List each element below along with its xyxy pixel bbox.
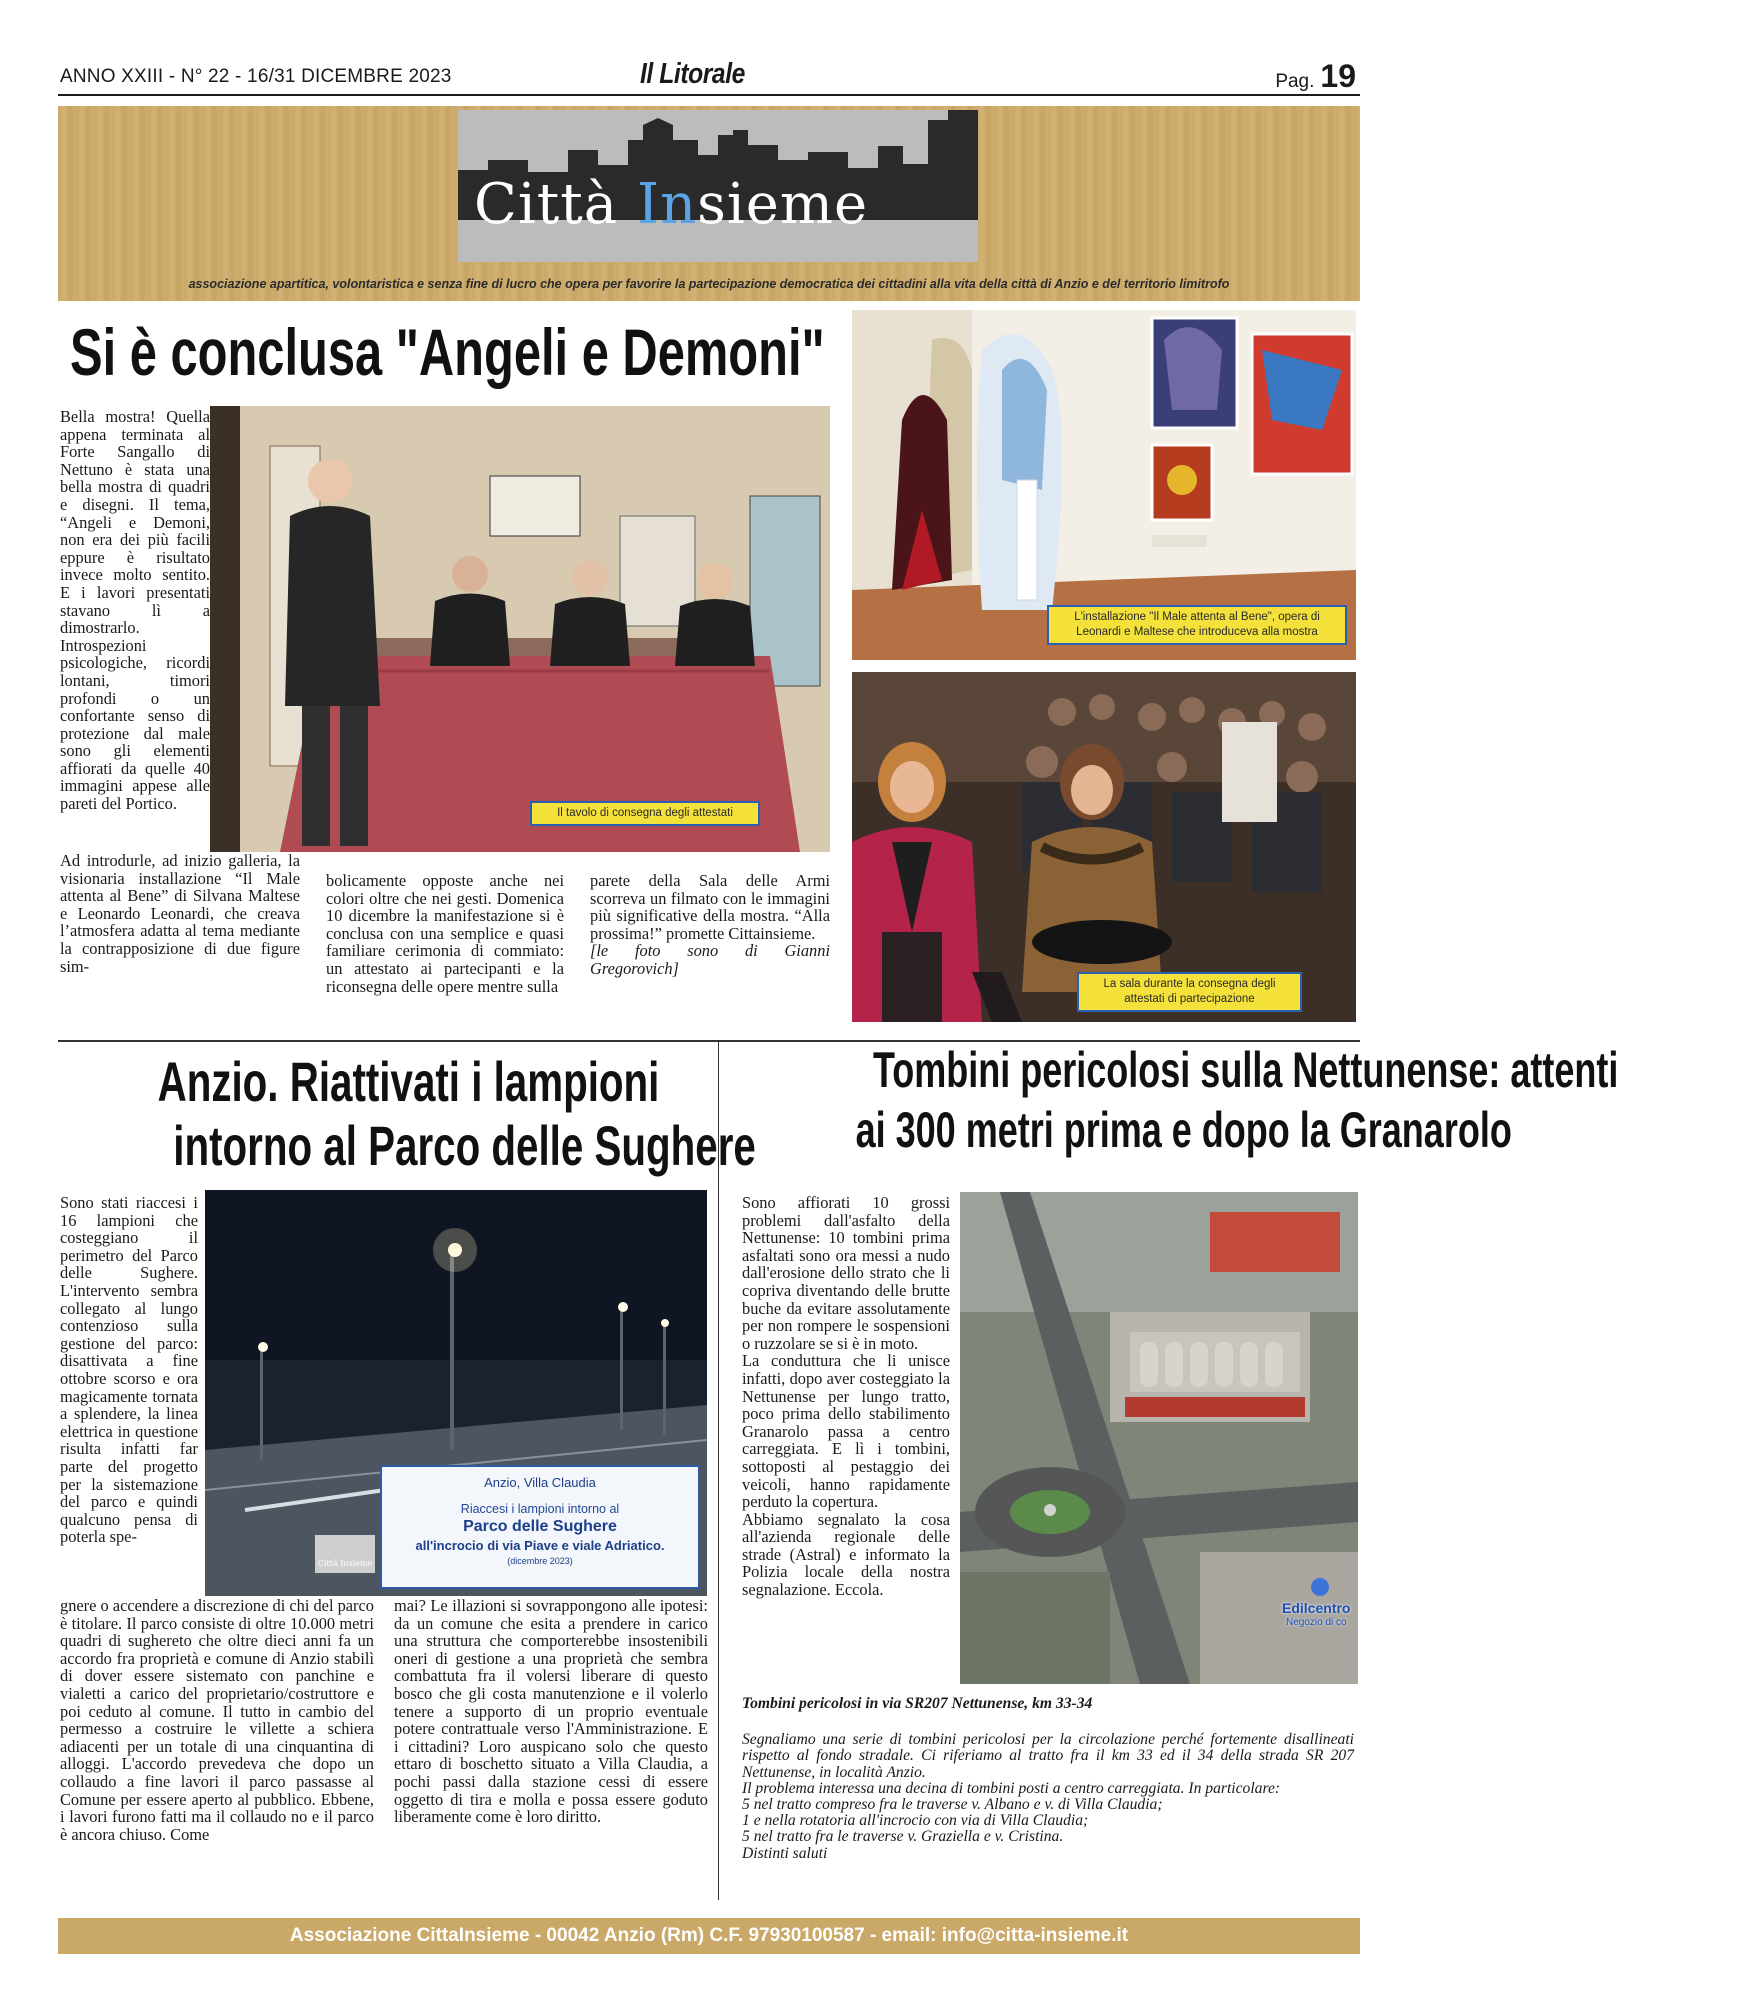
sign-line3: all'incrocio di via Piave e viale Adriatico.: [415, 1538, 665, 1553]
article3-title-line2: ai 300 metri prima e dopo la Granarolo: [855, 1102, 1512, 1158]
paper-name: Il Litorale: [640, 58, 745, 90]
article1-col3-text: parete della Sala delle Armi scorreva un filmato con le immagini più significative della mostra. “Alla prossima!” promette Cittainsieme.: [590, 871, 830, 943]
sign-line2: Parco delle Sughere: [463, 1518, 617, 1535]
page-label: Pag.: [1275, 71, 1315, 92]
article3-title-line1: Tombini pericolosi sulla Nettunense: attenti: [872, 1042, 1619, 1098]
sign-place: Anzio, Villa Claudia: [484, 1475, 596, 1490]
association-tagline: associazione apartitica, volontaristica e senza fine di lucro che opera per favorire la partecipazione democratica dei cittadini alla vita della città di Anzio e del territorio limitrofo: [188, 277, 1230, 291]
article3-col: [742, 1194, 950, 1599]
letter-para2: Il problema interessa una decina di tombini posti a centro carreggiata. In particolare:: [742, 1779, 1281, 1797]
letter-item3: 5 nel tratto fra le traverse v. Graziella e v. Cristina.: [742, 1828, 1064, 1846]
sign-line1: Riaccesi i lampioni intorno al: [460, 1502, 620, 1516]
caption-table: Il tavolo di consegna degli attestati: [530, 801, 760, 826]
article3-para2: La conduttura che li unisce infatti, dopo aver costeggiato la Nettunense per lungo tratto, poco prima dello stabilimento Granarolo passa a centro carreggiata. E lì i tombini, sottoposti al pestaggio dei veicoli, hanno rapidamente perduto la copertura.: [742, 1351, 950, 1512]
sign-date: (dicembre 2023): [507, 1556, 573, 1566]
photo-table-illustration: [210, 406, 830, 852]
photo-hall-illustration: [852, 672, 1356, 1022]
footer-bar: Associazione CittaInsieme - 00042 Anzio (Rm) C.F. 97930100587 - email: info@citta-insieme.it: [58, 1918, 1360, 1954]
photo-hall: [852, 672, 1356, 1022]
article2-col-narrow: Sono stati riaccesi i 16 lampioni che costeggiano il perimetro del Parco delle Sughere. L'intervento sembra collegato al lungo contenzioso sulla gestione del parco: disattivata a fine ottobre scorso e ora magicamente tornata a splendere, la linea elettrica in questione risulta infatti far parte del progetto per la sistemazione del parco e quindi qualcuno pensa di poterla spe-: [60, 1193, 198, 1547]
photo-lampioni: [205, 1190, 707, 1596]
article2-title-line2: intorno al Parco delle Sughere: [173, 1114, 756, 1177]
info-sign: [380, 1465, 700, 1589]
map-label-edilcentro: Edilcentro: [1282, 1600, 1351, 1616]
article3-para3: Abbiamo segnalato la cosa all'azienda regionale delle strade (Astral) e informato la Polizia locale della nostra segnalazione. Eccola.: [742, 1509, 950, 1600]
map-label-negozio: Negozio di co: [1286, 1617, 1347, 1628]
citta-insieme-logo: [458, 110, 978, 262]
article1-col1-bottom: Ad introdurle, ad inizio galleria, la visionaria installazione “Il Male attenta al Bene” di Silvana Maltese e Leonardo Leonardi, che creava l’atmosfera adatta al tema mediante la contrapposizione di due figure sim-: [60, 851, 300, 976]
article2-col-left: gnere o accendere a discrezione di chi del parco è titolare. Il parco consiste di oltre 10.000 metri quadri di sughereto che oltre dieci anni fa un accordo fra proprietà e comune di Anzio stabilì di dover essere sistemato con panchine e vialetti a carico del proprietario/costruttore e poi ceduto al comune. Il tutto in cambio del permesso a costruire le villette a schiera adiacenti per un totale di una cinquantina di alloggi. L'accordo prevedeva che dopo un collaudo a fine lavori il parco passasse al Comune per essere aperto al pubblico. Ebbene, i lavori furono fatti ma il collaudo no e il parco è ancora chiuso. Come: [60, 1596, 374, 1844]
logo-wordmark: Città Insieme: [474, 172, 869, 237]
article3-para1: Sono affiorati 10 grossi problemi dall'asfalto della Nettunense: 10 tombini prima asfaltati sono ora messi a nudo dall'erosione dello strato che li copriva diventando delle brutte buche da evitare assolutamente per non rompere le sospensioni o ruzzolare se si è in moto.: [742, 1193, 950, 1353]
article2-title-line1: Anzio. Riattivati i lampioni: [157, 1050, 660, 1113]
article1-title: Si è conclusa "Angeli e Demoni": [70, 315, 825, 389]
article3-title: [728, 1040, 1619, 1160]
header-rule: [58, 94, 1360, 96]
letter-title: Tombini pericolosi in via SR207 Nettunense, km 33-34: [742, 1695, 1093, 1712]
caption-hall: La sala durante la consegna degli attestati di partecipazione: [1077, 972, 1302, 1012]
association-banner: [58, 106, 1360, 301]
photo-credit: [le foto sono di Gianni Gregorovich]: [590, 941, 830, 978]
article1-col1-top: Bella mostra! Quella appena terminata al Forte Sangallo di Nettuno è stata una bella mostra di quadri e disegni. Il tema, “Angeli e Demoni, non era dei più facili eppure è risultato invece molto sentito. E i lavori presentati stavano lì a dimostrarlo. Introspezioni psicologiche, ricordi lontani, timori profondi o un confortante senso di protezione dal male sono gli elementi affiorati da quelle 40 immagini appese alle pareti del Portico.: [60, 407, 210, 814]
issue-info: ANNO XXIII - N° 22 - 16/31 DICEMBRE 2023: [60, 66, 452, 87]
page-number: [1275, 58, 1356, 95]
article3-letter: [742, 1696, 1354, 1862]
article1-col2: bolicamente opposte anche nei colori oltre che nei gesti. Domenica 10 dicembre la manifestazione si è conclusa con una semplice e quasi familiare cerimonia di commiato: un attestato ai partecipanti e la riconsegna delle opere mentre sulla: [326, 871, 564, 996]
letter-item2: 1 e nella rotatoria all'incrocio con via di Villa Claudia;: [742, 1812, 1089, 1830]
page-number-value: 19: [1320, 58, 1356, 94]
article1-col3: [590, 872, 830, 978]
letter-signoff: Distinti saluti: [742, 1844, 828, 1862]
photo-attestati-table: [210, 406, 830, 852]
letter-item1: 5 nel tratto compreso fra le traverse v. Albano e v. di Villa Claudia;: [742, 1796, 1163, 1814]
letter-para1: Segnaliamo una serie di tombini pericolosi per la circolazione perché fortemente disallineati rispetto al fondo stradale. Ci riferiamo al tratto fra il km 33 ed il 34 della strada SR 207 Nettunense, in località Anzio.: [742, 1731, 1354, 1781]
aerial-map: [960, 1192, 1358, 1684]
article2-title: [60, 1050, 756, 1178]
photo-installation: [852, 310, 1356, 660]
caption-installation: L'installazione "Il Male attenta al Bene", opera di Leonardi e Maltese che introduceva alla mostra: [1047, 605, 1347, 645]
article2-col-right: mai? Le illazioni si sovrappongono alle ipotesi: da un comune che esita a prendere in carico una struttura che comporterebbe insostenibili oneri di gestione a una proprietà che sembra combattuta fra il volersi liberare di questo bosco che gli costa manutenzione e il volerlo tenere a supporto di un proprio eventuale potere contrattuale verso l'Amministrazione. E i cittadini? Loro auspicano solo che questo ettaro di boschetto situato a Villa Claudia, a pochi passi dalla stazione cessi di essere oggetto di tira e molla e possa essere goduto liberamente come è loro diritto.: [394, 1596, 708, 1827]
mini-logo: Città Insieme: [315, 1535, 375, 1573]
